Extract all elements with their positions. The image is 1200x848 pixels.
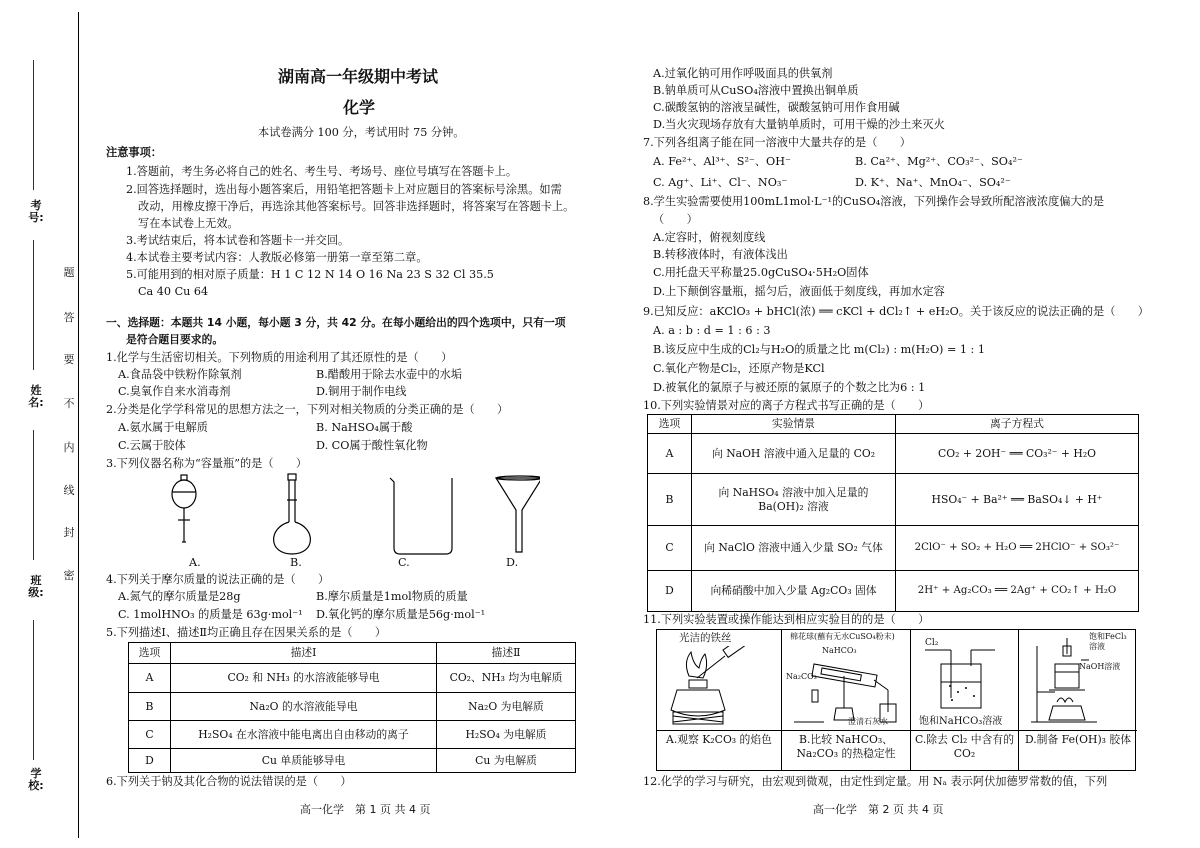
q6-option-a: A.过氧化钠可用作呼吸面具的供氧剂 <box>653 67 833 80</box>
colloid-preparation-icon <box>1027 636 1131 728</box>
table-cell: Cu 为电解质 <box>437 749 576 773</box>
q9-option-a: A. a : b : d = 1 : 6 : 3 <box>653 324 771 337</box>
q6-option-d: D.当火灾现场存放有大量钠单质时，可用干燥的沙土来灭火 <box>653 118 945 131</box>
q2-option-b: B. NaHSO₄属于酸 <box>316 421 413 434</box>
name-line <box>33 240 34 370</box>
table-cell: CO₂ + 2OH⁻ ══ CO₃²⁻ + H₂O <box>896 434 1139 474</box>
seal-char: 要 <box>63 353 75 366</box>
question-2-stem: 2.分类是化学学科常见的思想方法之一，下列对相关物质的分类正确的是（ ） <box>106 403 509 416</box>
q3-option-a: A. <box>189 556 201 569</box>
section-heading: 是符合题目要求的。 <box>126 333 224 346</box>
school-label: 学校: <box>28 767 44 793</box>
table-header-row <box>648 415 1139 434</box>
q4-option-c: C. 1molHNO₃ 的质量是 63g·mol⁻¹ <box>118 608 303 621</box>
q7-option-b: B. Ca²⁺、Mg²⁺、CO₃²⁻、SO₄²⁻ <box>855 155 1023 168</box>
q3-option-b: B. <box>290 556 302 569</box>
q8-option-c: C.用托盘天平称量25.0gCuSO₄·5H₂O固体 <box>653 266 869 279</box>
exam-no-label: 考号: <box>28 199 44 225</box>
q8-option-d: D.上下颠倒容量瓶，摇匀后，液面低于刻度线，再加水定容 <box>653 285 945 298</box>
naoh-solution-label: NaOH溶液 <box>1079 662 1121 671</box>
notice-heading: 注意事项： <box>106 146 162 159</box>
q8-option-a: A.定容时，俯视刻度线 <box>653 231 766 244</box>
table-row <box>648 526 1139 571</box>
page-2-column <box>643 0 1149 848</box>
paper-info: 本试卷满分 100 分，考试用时 75 分钟。 <box>258 126 465 139</box>
question-1-stem: 1.化学与生活密切相关。下列物质的用途利用了其还原性的是（ ） <box>106 351 453 364</box>
table-cell: 向 NaHSO₄ 溶液中加入足量的 Ba(OH)₂ 溶液 <box>692 474 896 526</box>
q6-option-b: B.钠单质可从CuSO₄溶液中置换出铜单质 <box>653 84 859 97</box>
volumetric-flask-icon <box>274 474 311 554</box>
page-footer-right: 高一化学 第 2 页 共 4 页 <box>813 803 944 816</box>
nahco3-label: NaHCO₃ <box>822 646 857 655</box>
table-cell: HSO₄⁻ + Ba²⁺ ══ BaSO₄↓ + H⁺ <box>896 474 1139 526</box>
table-row <box>129 749 576 773</box>
notice-line: Ca 40 Cu 64 <box>138 285 209 298</box>
gas-washing-bottle-icon <box>921 646 1011 712</box>
question-10-stem: 10.下列实验情景对应的离子方程式书写正确的是（ ） <box>643 399 930 412</box>
q4-option-b: B.摩尔质量是1mol物质的质量 <box>316 590 468 603</box>
q9-option-d: D.被氧化的氯原子与被还原的氯原子的个数之比为6 : 1 <box>653 381 926 394</box>
table-cell: B <box>648 474 692 526</box>
binding-margin <box>0 0 92 848</box>
thermal-stability-icon <box>784 650 908 728</box>
q1-option-b: B.醋酸用于除去水壶中的水垢 <box>316 368 463 381</box>
question-11-stem: 11.下列实验装置或操作能达到相应实验目的的是（ ） <box>643 613 930 626</box>
table-cell: 向 NaClO 溶液中通入少量 SO₂ 气体 <box>692 526 896 571</box>
table-header: 选项 <box>648 415 692 434</box>
fecl3-solution-label: 溶液 <box>1089 642 1105 651</box>
caption-text: C.除去 Cl₂ 中含有的 CO₂ <box>915 733 1014 761</box>
seal-char: 线 <box>63 484 75 497</box>
question-3-stem: 3.下列仪器名称为“容量瓶”的是（ ） <box>106 457 308 470</box>
seal-char: 内 <box>63 441 75 454</box>
seal-char: 封 <box>63 526 75 539</box>
glassware-figure <box>160 472 540 560</box>
table-header-row <box>129 643 576 664</box>
apparatus-a <box>657 630 782 770</box>
q11-apparatus-figure <box>656 629 1136 771</box>
page-footer-left: 高一化学 第 1 页 共 4 页 <box>300 803 431 816</box>
apparatus-d <box>1019 630 1137 770</box>
q6-option-c: C.碳酸氢钠的溶液呈碱性，碳酸氢钠可用作食用碱 <box>653 101 900 114</box>
table-row <box>129 721 576 749</box>
seal-char: 不 <box>63 397 75 410</box>
notice-line: 5.可能用到的相对原子质量：H 1 C 12 N 14 O 16 Na 23 S 32 Cl 35.5 <box>126 268 494 281</box>
flame-test-icon <box>663 646 775 728</box>
exam-no-line <box>33 60 34 190</box>
q10-table <box>647 414 1139 612</box>
limewater-label: 澄清石灰水 <box>848 717 888 726</box>
table-cell: 2ClO⁻ + SO₂ + H₂O ══ 2HClO⁻ + SO₃²⁻ <box>896 526 1139 571</box>
table-cell: C <box>648 526 692 571</box>
table-header: 选项 <box>129 643 171 664</box>
fecl3-label: 饱和FeCl₃ <box>1089 632 1127 641</box>
table-cell: D <box>129 749 171 773</box>
apparatus-a-caption <box>657 730 781 770</box>
apparatus-d-caption <box>1019 730 1137 770</box>
table-row <box>648 474 1139 526</box>
question-8-stem: 8.学生实验需要使用100mL1mol·L⁻¹的CuSO₄溶液，下列操作会导致所配溶液浓度偏大的是 <box>643 195 1105 208</box>
notice-line: 3.考试结束后，将本试卷和答题卡一并交回。 <box>126 234 350 247</box>
q5-table <box>128 642 576 773</box>
name-label: 姓名: <box>28 384 44 410</box>
table-cell: D <box>648 571 692 612</box>
funnel-icon <box>496 476 540 552</box>
question-12-stem: 12.化学的学习与研究，由宏观到微观，由定性到定量。用 Nₐ 表示阿伏加德罗常数的值，下列 <box>643 775 1108 788</box>
paper-subject: 化学 <box>343 98 376 117</box>
table-cell: 2H⁺ + Ag₂CO₃ ══ 2Ag⁺ + CO₂↑ + H₂O <box>896 571 1139 612</box>
apparatus-c <box>911 630 1019 770</box>
q1-option-d: D.铜用于制作电线 <box>316 385 407 398</box>
table-cell: Na₂O 的水溶液能导电 <box>171 693 437 721</box>
notice-line: 4.本试卷主要考试内容：人教版必修第一册第一章至第二章。 <box>126 251 428 264</box>
q7-option-a: A. Fe²⁺、Al³⁺、S²⁻、OH⁻ <box>653 155 791 168</box>
table-cell: H₂SO₄ 在水溶液中能电离出自由移动的离子 <box>171 721 437 749</box>
table-cell: H₂SO₄ 为电解质 <box>437 721 576 749</box>
apparatus-b <box>782 630 911 770</box>
q2-option-c: C.云属于胶体 <box>118 439 186 452</box>
q8-option-b: B.转移液体时，有液体浅出 <box>653 248 788 261</box>
table-cell: 向稀硝酸中加入少量 Ag₂CO₃ 固体 <box>692 571 896 612</box>
q1-option-a: A.食品袋中铁粉作除氧剂 <box>118 368 242 381</box>
saturated-nahco3-label: 饱和NaHCO₃溶液 <box>919 716 1003 727</box>
q1-option-c: C.臭氧作自来水消毒剂 <box>118 385 231 398</box>
cotton-label: 棉花球(蘸有无水CuSO₄粉末) <box>790 632 895 641</box>
table-cell: 向 NaOH 溶液中通入足量的 CO₂ <box>692 434 896 474</box>
q4-option-a: A.氮气的摩尔质量是28g <box>118 590 241 603</box>
q4-option-d: D.氧化钙的摩尔质量是56g·mol⁻¹ <box>316 608 486 621</box>
notice-line: 2.回答选择题时，选出每小题答案后，用铅笔把答题卡上对应题目的答案标号涂黑。如需 <box>126 183 562 196</box>
table-cell: CO₂ 和 NH₃ 的水溶液能够导电 <box>171 664 437 693</box>
iron-wire-label: 光洁的铁丝 <box>679 632 732 644</box>
table-header: 描述Ⅰ <box>171 643 437 664</box>
binding-line <box>78 12 79 838</box>
cl2-label: Cl₂ <box>925 638 939 648</box>
page-1-column <box>100 0 610 848</box>
apparatus-b-caption <box>782 730 910 770</box>
table-row <box>129 693 576 721</box>
table-row <box>648 434 1139 474</box>
paper-title: 湖南高一年级期中考试 <box>278 67 439 86</box>
separatory-funnel-icon <box>172 475 196 542</box>
notice-line: 写在本试卷上无效。 <box>138 217 239 230</box>
q7-option-c: C. Ag⁺、Li⁺、Cl⁻、NO₃⁻ <box>653 176 788 189</box>
table-header: 离子方程式 <box>896 415 1139 434</box>
caption-text: D.制备 Fe(OH)₃ 胶体 <box>1024 733 1132 746</box>
q3-option-c: C. <box>398 556 410 569</box>
school-line <box>33 620 34 760</box>
table-header: 实验情景 <box>692 415 896 434</box>
table-cell: Na₂O 为电解质 <box>437 693 576 721</box>
question-9-stem: 9.已知反应：aKClO₃ + bHCl(浓) ══ cKCl + dCl₂↑ + eH₂O。关于该反应的说法正确的是（ ） <box>643 305 1149 318</box>
seal-char: 答 <box>63 311 75 324</box>
table-row <box>648 571 1139 612</box>
apparatus-c-caption <box>911 730 1018 770</box>
na2co3-label: Na₂CO₃ <box>786 672 817 681</box>
table-cell: Cu 单质能够导电 <box>171 749 437 773</box>
question-5-stem: 5.下列描述Ⅰ、描述Ⅱ均正确且存在因果关系的是（ ） <box>106 626 387 639</box>
q2-option-a: A.氨水属于电解质 <box>118 421 208 434</box>
caption-text: A.观察 K₂CO₃ 的焰色 <box>666 733 772 746</box>
question-7-stem: 7.下列各组离子能在同一溶液中大量共存的是（ ） <box>643 136 911 149</box>
question-6-stem: 6.下列关于钠及其化合物的说法错误的是（ ） <box>106 775 352 788</box>
table-cell: C <box>129 721 171 749</box>
class-label: 班级: <box>28 574 44 600</box>
table-header: 描述Ⅱ <box>437 643 576 664</box>
table-cell: A <box>129 664 171 693</box>
q2-option-d: D. CO属于酸性氧化物 <box>316 439 428 452</box>
question-8-stem-cont: （ ） <box>653 213 698 226</box>
notice-line: 1.答题前，考生务必将自己的姓名、考生号、考场号、座位号填写在答题卡上。 <box>126 165 518 178</box>
notice-line: 改动，用橡皮擦干净后，再选涂其他答案标号。回答非选择题时，将答案写在答题卡上。 <box>138 200 575 213</box>
q3-option-d: D. <box>506 556 519 569</box>
q7-option-d: D. K⁺、Na⁺、MnO₄⁻、SO₄²⁻ <box>855 176 1011 189</box>
table-cell: A <box>648 434 692 474</box>
seal-char: 密 <box>63 569 75 582</box>
table-cell: B <box>129 693 171 721</box>
beaker-icon <box>390 478 452 554</box>
q9-option-c: C.氧化产物是Cl₂，还原产物是KCl <box>653 362 825 375</box>
table-cell: CO₂、NH₃ 均为电解质 <box>437 664 576 693</box>
q9-option-b: B.该反应中生成的Cl₂与H₂O的质量之比 m(Cl₂) : m(H₂O) = 1 : 1 <box>653 343 986 356</box>
seal-char: 题 <box>63 266 75 279</box>
caption-text: B.比较 NaHCO₃、Na₂CO₃ 的热稳定性 <box>796 733 896 761</box>
section-heading: 一、选择题：本题共 14 小题，每小题 3 分，共 42 分。在每小题给出的四个选项中，只有一项 <box>106 316 566 329</box>
table-row <box>129 664 576 693</box>
question-4-stem: 4.下列关于摩尔质量的说法正确的是（ ） <box>106 573 330 586</box>
class-line <box>33 430 34 560</box>
